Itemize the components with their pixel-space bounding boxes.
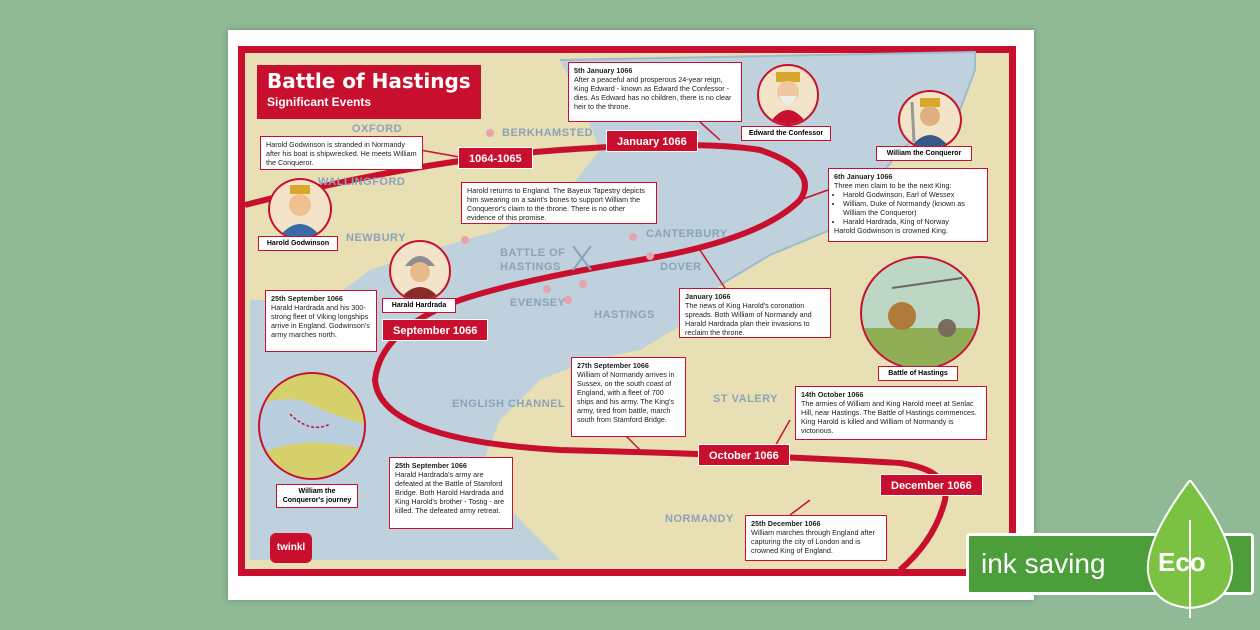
event-text: Harald Hardrada and his 300-strong fleet of Viking longships arrive in England. Godwinson's army marches north. [271,303,370,339]
event-text: After a peaceful and prosperous 24-year reign, King Edward - known as Edward the Confessor - dies. As Edward has no children, there is no clear heir to the throne. [574,75,732,111]
event-date: 25th September 1066 [271,294,343,303]
event-stamford-bridge [389,457,513,529]
event-date: 27th September 1066 [577,361,649,370]
ink-saving-text: ink saving [981,548,1106,579]
eco-label: Eco [1158,547,1206,577]
event-date: 6th January 1066 [834,172,893,181]
crowned-king-icon [759,66,817,124]
date-december-1066: December 1066 [880,474,983,496]
caption-godwinson: Harold Godwinson [258,236,338,251]
place-hastings: HASTINGS [594,309,655,321]
event-text: Harald Hardrada's army are defeated at the Battle of Stamford Bridge. Both Harold Hardrada and King Harold's brother - Tostig - are killed. The defeated army retreat. [395,470,505,515]
caption-william: William the Conqueror [876,146,972,161]
claimant-item: • William, Duke of Normandy (known as William the Conqueror) [843,199,982,217]
place-oxford: OXFORD [352,123,403,135]
twinkl-logo: twinkl [270,533,312,563]
date-september-1066: September 1066 [382,319,488,341]
event-date: 25th September 1066 [395,461,467,470]
event-william-arrives [571,357,686,437]
journey-map [258,372,366,480]
battle-scene-icon [862,258,978,368]
place-normandy: NORMANDY [665,513,734,525]
hardrada-portrait [389,240,451,302]
caption-battle: Battle of Hastings [878,366,958,381]
date-october-1066: October 1066 [698,444,790,466]
place-berkhamsted: BERKHAMSTED [502,127,594,139]
event-battle-of-hastings [795,386,987,440]
claimant-item: • Harald Hardrada, King of Norway [843,217,982,226]
crowned-king-icon [270,180,330,238]
event-intro: Three men claim to be the next King: [834,181,952,190]
battle-illustration [860,256,980,370]
event-end: Harold Godwinson is crowned King. [834,226,948,235]
event-shipwreck [260,136,423,170]
event-text: Harold Godwinson is stranded in Normandy after his boat is shipwrecked. He meets William the Conqueror. [266,140,417,167]
poster-title-box [257,65,481,119]
place-pevensey: EVENSEY [510,297,566,309]
event-text: The news of King Harold's coronation spreads. Both William of Normandy and Harald Hardrada plan their invasions to reclaim the throne. [685,301,812,337]
date-january-1066: January 1066 [606,130,698,152]
event-edward-dies [568,62,742,122]
event-text: Harold returns to England. The Bayeux Tapestry depicts him swearing on a saint's bones to support William the Conqueror's claim to the throne. There is no other evidence of this promise. [467,186,645,222]
william-portrait [898,90,962,150]
place-canterbury: CANTERBURY [646,228,728,240]
place-newbury: NEWBURY [346,232,406,244]
caption-hardrada: Harald Hardrada [382,298,456,313]
place-wallingford: WALLINGFORD [318,176,406,188]
godwinson-portrait [268,178,332,240]
viking-helmet-icon [391,242,449,300]
claimant-item: • Harold Godwinson, Earl of Wessex [843,190,982,199]
event-coronation-news [679,288,831,338]
poster-title: Battle of Hastings [267,69,471,93]
place-dover: DOVER [660,261,702,273]
event-text: William of Normandy arrives in Sussex, on the south coast of England, with a fleet of 700 ships and his army. The King's army, tired from battle, march south from Stamford Bridge. [577,370,675,424]
event-date: 5th January 1066 [574,66,633,75]
date-1064-1065: 1064-1065 [458,147,533,169]
event-hardrada-arrives [265,290,377,352]
caption-edward: Edward the Confessor [741,126,831,141]
crowned-king-icon [900,92,960,148]
claimant-list [834,190,982,226]
caption-journey: William the Conqueror's journey [276,484,358,508]
place-english-channel: ENGLISH CHANNEL [452,398,566,410]
event-date: January 1066 [685,292,731,301]
event-date: 25th December 1066 [751,519,821,528]
event-text: William marches through England after capturing the city of London and is crowned King of England. [751,528,875,555]
event-harold-returns [461,182,657,224]
poster-subtitle: Significant Events [267,95,372,109]
place-st-valery: ST VALERY [713,393,779,405]
place-battle-of-hastings: BATTLE OF HASTINGS [500,247,566,273]
journey-map-icon [260,374,364,478]
edward-portrait [757,64,819,126]
event-three-claimants [828,168,988,242]
event-coronation-william [745,515,887,561]
event-date: 14th October 1066 [801,390,864,399]
event-text: The armies of William and King Harold meet at Senlac Hill, near Hastings. The Battle of Hastings commences. King Harold is killed and William of Normandy is victorious. [801,399,977,435]
